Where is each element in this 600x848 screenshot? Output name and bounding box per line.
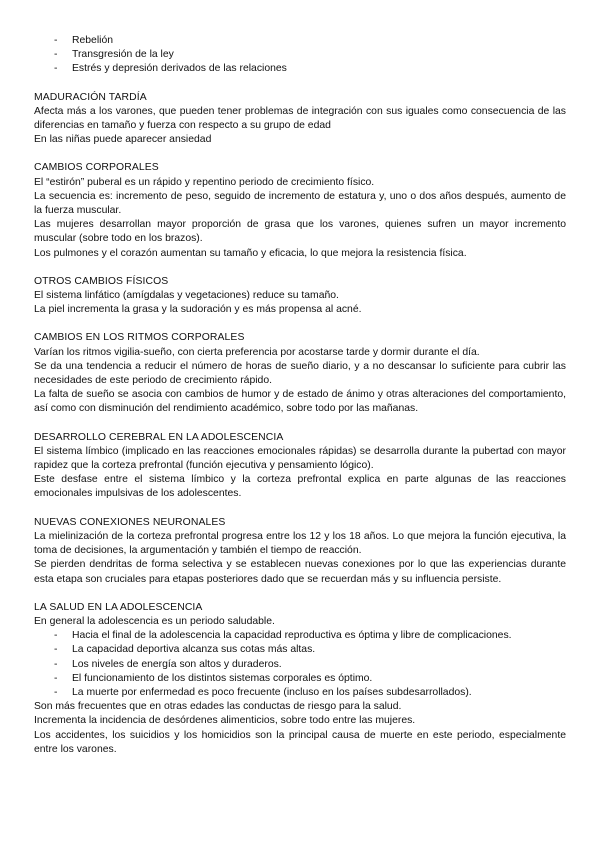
- list-item: - Transgresión de la ley: [34, 48, 566, 62]
- section-heading: DESARROLLO CEREBRAL EN LA ADOLESCENCIA: [34, 431, 284, 443]
- section-neural-connections: [34, 516, 566, 587]
- section-heading: NUEVAS CONEXIONES NEURONALES: [34, 516, 226, 528]
- paragraph: Afecta más a los varones, que pueden tener problemas de integración con sus iguales como consecuencia de las diferencias en tamaño y fuerza con respecto a su grupo de edad: [34, 105, 566, 132]
- paragraph: Los pulmones y el corazón aumentan su tamaño y eficacia, lo que mejora la resistencia física.: [34, 247, 467, 259]
- paragraph: Incrementa la incidencia de desórdenes alimenticios, sobre todo entre las mujeres.: [34, 715, 416, 727]
- paragraph: En las niñas puede aparecer ansiedad: [34, 134, 212, 146]
- section-body-rhythms: [34, 331, 566, 416]
- list-item: - Los niveles de energía son altos y duraderos.: [34, 658, 566, 672]
- paragraph: Se da una tendencia a reducir el número de horas de sueño diario, y a no descansar lo suficiente para cubrir las necesidades de este periodo de crecimiento rápido.: [34, 360, 566, 387]
- paragraph: La mielinización de la corteza prefrontal progresa entre los 12 y los 18 años. Lo que mejora la función ejecutiva, la toma de decisiones, la argumentación y también el tiempo de reacción.: [34, 530, 566, 557]
- section-heading: CAMBIOS CORPORALES: [34, 162, 159, 174]
- paragraph: La secuencia es: incremento de peso, seguido de incremento de estatura y, uno o dos años después, aumento de la fuerza muscular.: [34, 190, 566, 217]
- paragraph: El sistema linfático (amígdalas y vegetaciones) reduce su tamaño.: [34, 290, 339, 302]
- list-item: - La capacidad deportiva alcanza sus cotas más altas.: [34, 643, 566, 657]
- health-list: [34, 629, 566, 700]
- paragraph: Los accidentes, los suicidios y los homicidios son la principal causa de muerte en este periodo, especialmente entre los varones.: [34, 729, 566, 755]
- paragraph: Se pierden dendritas de forma selectiva y se establecen nuevas conexiones por lo que las experiencias durante esta etapa son cruciales para etapas posteriores dado que se recuerdan más y su influencia persiste.: [34, 559, 566, 585]
- paragraph: El “estirón” puberal es un rápido y repentino periodo de crecimiento físico.: [34, 176, 375, 188]
- section-heading: LA SALUD EN LA ADOLESCENCIA: [34, 601, 203, 613]
- list-item: - Rebelión: [34, 34, 566, 48]
- section-late-maturation: [34, 91, 566, 148]
- list-item: - Estrés y depresión derivados de las relaciones: [34, 62, 566, 76]
- paragraph: El sistema límbico (implicado en las reacciones emocionales rápidas) se desarrolla durante la pubertad con mayor rapidez que la corteza prefrontal (función ejecutiva y pensamiento lógico).: [34, 445, 566, 472]
- list-item: - El funcionamiento de los distintos sistemas corporales es óptimo.: [34, 672, 566, 686]
- section-body-changes: [34, 161, 566, 260]
- list-item: - Hacia el final de la adolescencia la capacidad reproductiva es óptima y libre de complicaciones.: [34, 629, 566, 643]
- section-other-physical-changes: [34, 275, 566, 318]
- paragraph: Este desfase entre el sistema límbico y la corteza prefrontal explica en parte algunas de las reacciones emocionales impulsivas de los adolescentes.: [34, 474, 566, 500]
- list-item: - La muerte por enfermedad es poco frecuente (incluso en los países subdesarrollados).: [34, 686, 566, 700]
- paragraph: Las mujeres desarrollan mayor proporción de grasa que los varones, quienes sufren un mayor incremento muscular (sobre todo en los brazos).: [34, 219, 566, 245]
- paragraph: La falta de sueño se asocia con cambios de humor y de estado de ánimo y otras alteraciones del comportamiento, así como con disminución del rendimiento académico, sobre todo por las mañanas.: [34, 389, 566, 415]
- section-heading: OTROS CAMBIOS FÍSICOS: [34, 275, 169, 287]
- section-heading: CAMBIOS EN LOS RITMOS CORPORALES: [34, 332, 245, 344]
- section-brain-development: [34, 431, 566, 502]
- section-heading: MADURACIÓN TARDÍA: [34, 91, 147, 103]
- paragraph: La piel incrementa la grasa y la sudoración y es más propensa al acné.: [34, 304, 362, 316]
- paragraph: Varían los ritmos vigilia-sueño, con cierta preferencia por acostarse tarde y dormir durante el día.: [34, 346, 480, 358]
- paragraph: Son más frecuentes que en otras edades las conductas de riesgo para la salud.: [34, 701, 402, 713]
- paragraph: En general la adolescencia es un periodo saludable.: [34, 615, 275, 627]
- intro-list: [34, 34, 566, 77]
- section-health: [34, 601, 566, 757]
